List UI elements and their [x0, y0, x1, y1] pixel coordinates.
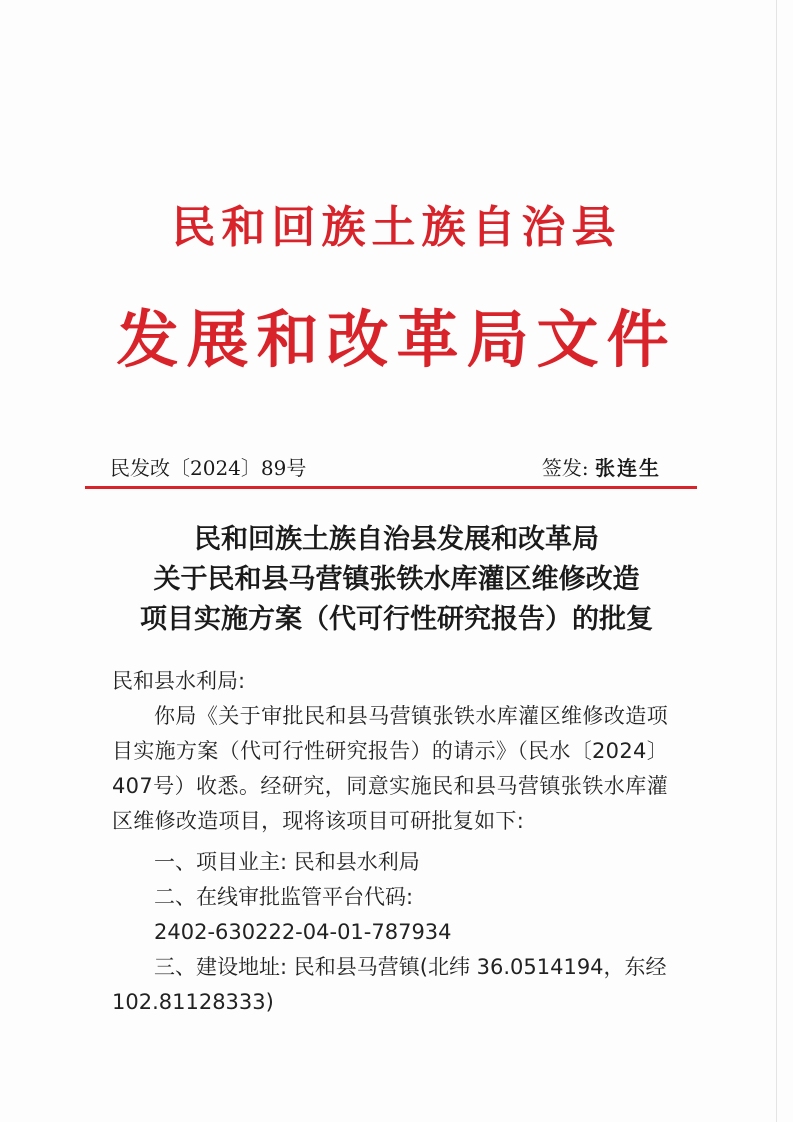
addressee: 民和县水利局:: [112, 669, 246, 693]
item-location-line-2: 102.81128333): [112, 990, 274, 1014]
page-edge: [776, 0, 777, 1122]
document-title: [60, 520, 733, 640]
signer-block: [542, 455, 661, 481]
item-platform-code: 2402-630222-04-01-787934: [154, 920, 452, 944]
item-platform-code-label: 二、在线审批监管平台代码:: [154, 885, 414, 909]
document-type-heading: 发展和改革局文件: [116, 303, 677, 376]
title-line-1: 民和回族土族自治县发展和改革局: [194, 524, 599, 555]
title-line-3: 项目实施方案（代可行性研究报告）的批复: [140, 604, 653, 635]
body-paragraph: 你局《关于审批民和县马营镇张铁水库灌区维修改造项目实施方案（代可行性研究报告）的请示》（民水〔2024〕407号）收悉。经研究，同意实施民和县马营镇张铁水库灌区维修改造项目，现将该项目可研批复如下:: [112, 704, 668, 833]
item-project-owner: 一、项目业主: 民和县水利局: [154, 850, 420, 874]
document-number: 民发改〔2024〕89号: [110, 456, 307, 480]
title-line-2: 关于民和县马营镇张铁水库灌区维修改造: [153, 564, 640, 595]
signer-name: 张连生: [595, 456, 661, 480]
item-location-line-1: 三、建设地址: 民和县马营镇(北纬 36.0514194，东经: [154, 955, 667, 979]
signer-label: 签发:: [541, 456, 589, 480]
red-divider: [85, 486, 697, 489]
issuing-organization: 民和回族土族自治县: [171, 202, 622, 253]
